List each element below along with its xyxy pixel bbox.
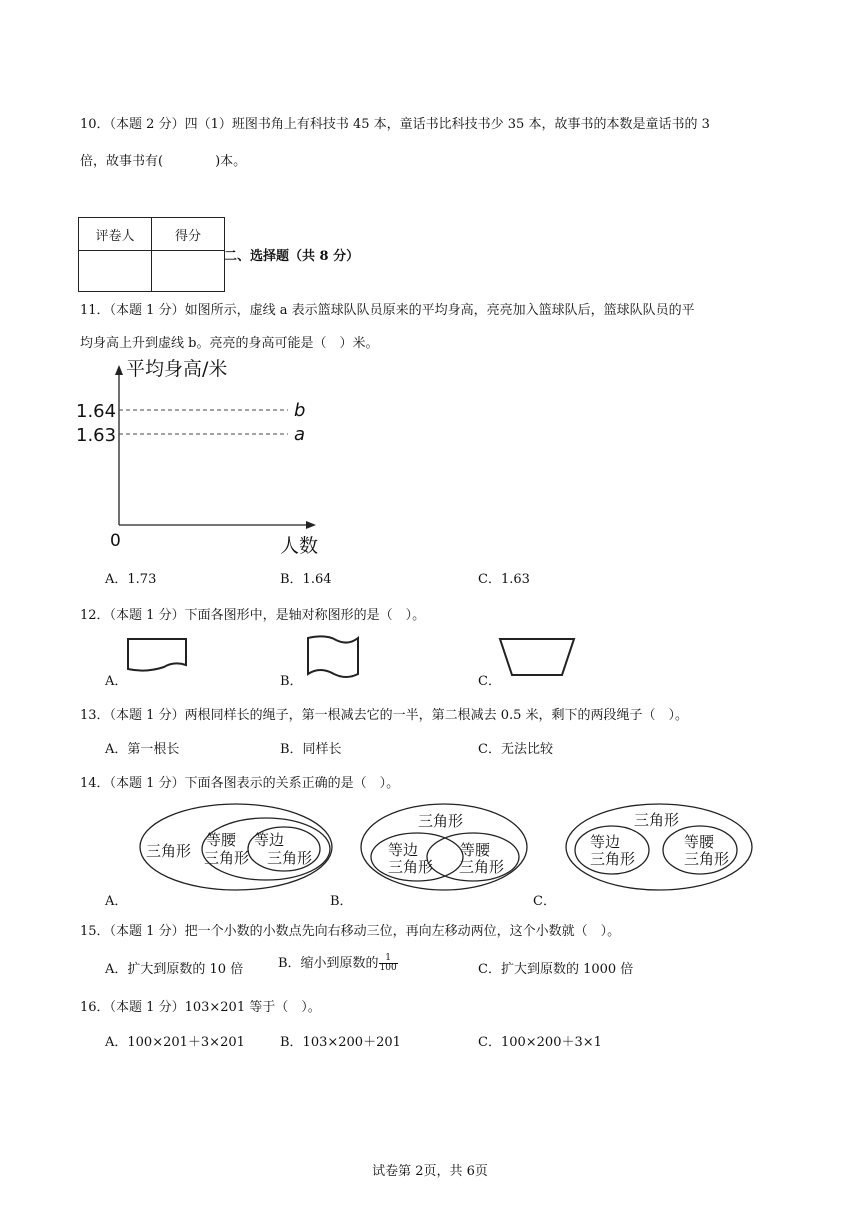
- q14-option-a[interactable]: A．: [105, 894, 128, 909]
- venn-b-equi2: 三角形: [388, 858, 434, 876]
- q11-option-a[interactable]: A．1.73: [105, 572, 157, 587]
- venn-a-iso2: 三角形: [204, 849, 250, 867]
- q16-text: 16．（本题 1 分）103×201 等于（ ）。: [80, 1000, 321, 1015]
- shape-a-icon[interactable]: [124, 633, 194, 678]
- q15-option-c[interactable]: C．扩大到原数的 1000 倍: [478, 962, 634, 977]
- tick-a: 1.63: [76, 425, 117, 446]
- q15-option-b[interactable]: [278, 952, 398, 973]
- venn-b-triangle: 三角形: [418, 812, 464, 830]
- q12-option-b[interactable]: B．: [280, 674, 303, 689]
- q11-option-b[interactable]: B．1.64: [280, 572, 332, 587]
- q15-option-b-label: B．缩小到原数的: [278, 956, 379, 971]
- q13-option-b[interactable]: B．同样长: [280, 742, 342, 757]
- venn-b-equi1: 等边: [388, 841, 419, 859]
- q13-option-c[interactable]: C．无法比较: [478, 742, 553, 757]
- section-title: 二、选择题（共 8 分）: [224, 249, 360, 264]
- label-a: a: [294, 424, 306, 445]
- venn-c-iso2: 三角形: [684, 850, 730, 868]
- q13-option-a[interactable]: A．第一根长: [105, 742, 180, 757]
- venn-a-equi2: 三角形: [267, 849, 313, 867]
- venn-a-triangle: 三角形: [146, 842, 192, 860]
- fraction-numerator: 1: [379, 954, 398, 964]
- q12-text: 12．（本题 1 分）下面各图形中，是轴对称图形的是（ ）。: [80, 608, 426, 623]
- reviewer-cell: [79, 251, 152, 292]
- height-chart: [70, 355, 360, 560]
- venn-c-iso1: 等腰: [684, 833, 715, 851]
- y-axis-arrow: [115, 365, 123, 375]
- tick-b: 1.64: [76, 401, 117, 422]
- q11-option-c[interactable]: C．1.63: [478, 572, 530, 587]
- venn-b[interactable]: [358, 800, 533, 895]
- fraction-denominator: 100: [379, 963, 397, 973]
- x-axis-arrow: [306, 521, 316, 529]
- q15-option-a[interactable]: A．扩大到原数的 10 倍: [105, 962, 244, 977]
- q10-line1: 10．（本题 2 分）四（1）班图书角上有科技书 45 本，童话书比科技书少 35 本，故事书的本数是童话书的 3: [80, 117, 710, 132]
- venn-a-iso1: 等腰: [206, 831, 237, 849]
- q16-option-c[interactable]: C．100×200＋3×1: [478, 1035, 602, 1050]
- origin-label: 0: [110, 531, 121, 551]
- shape-b-icon[interactable]: [298, 630, 368, 682]
- venn-b-iso2: 三角形: [459, 858, 505, 876]
- q11-line2: 均身高上升到虚线 b。亮亮的身高可能是（ ）米。: [80, 336, 379, 351]
- q10-line2: 倍，故事书有( )本。: [80, 154, 247, 169]
- q14-option-b[interactable]: B．: [330, 894, 353, 909]
- venn-c[interactable]: [562, 800, 757, 895]
- page-footer: 试卷第 2页，共 6页: [372, 1164, 488, 1179]
- q14-option-c[interactable]: C．: [533, 894, 556, 909]
- y-axis-label: 平均身高/米: [126, 358, 228, 380]
- label-b: b: [294, 400, 306, 421]
- x-axis-label: 人数: [280, 535, 319, 557]
- q13-text: 13．（本题 1 分）两根同样长的绳子，第一根减去它的一半，第二根减去 0.5 米，剩下的两段绳子（ ）。: [80, 708, 689, 723]
- q15-text: 15．（本题 1 分）把一个小数的小数点先向右移动三位，再向左移动两位，这个小数就（ ）。: [80, 924, 621, 939]
- venn-b-iso1: 等腰: [460, 841, 491, 859]
- venn-c-equi2: 三角形: [590, 850, 636, 868]
- q16-option-a[interactable]: A．100×201＋3×201: [105, 1035, 245, 1050]
- q12-option-c[interactable]: C．: [478, 674, 501, 689]
- venn-c-triangle: 三角形: [634, 811, 680, 829]
- fraction: [379, 954, 398, 973]
- score-header: 得分: [152, 218, 225, 251]
- score-cell: [152, 251, 225, 292]
- reviewer-header: 评卷人: [79, 218, 152, 251]
- venn-a-equi1: 等边: [254, 831, 285, 849]
- venn-a[interactable]: [136, 800, 336, 895]
- q12-option-a[interactable]: A．: [105, 674, 128, 689]
- venn-c-equi1: 等边: [590, 833, 621, 851]
- shape-c-icon[interactable]: [496, 633, 581, 681]
- score-table: [78, 217, 225, 292]
- q16-option-b[interactable]: B．103×200＋201: [280, 1035, 401, 1050]
- q14-text: 14．（本题 1 分）下面各图表示的关系正确的是（ ）。: [80, 776, 400, 791]
- q11-line1: 11．（本题 1 分）如图所示，虚线 a 表示篮球队队员原来的平均身高，亮亮加入篮球队后，篮球队队员的平: [80, 303, 695, 318]
